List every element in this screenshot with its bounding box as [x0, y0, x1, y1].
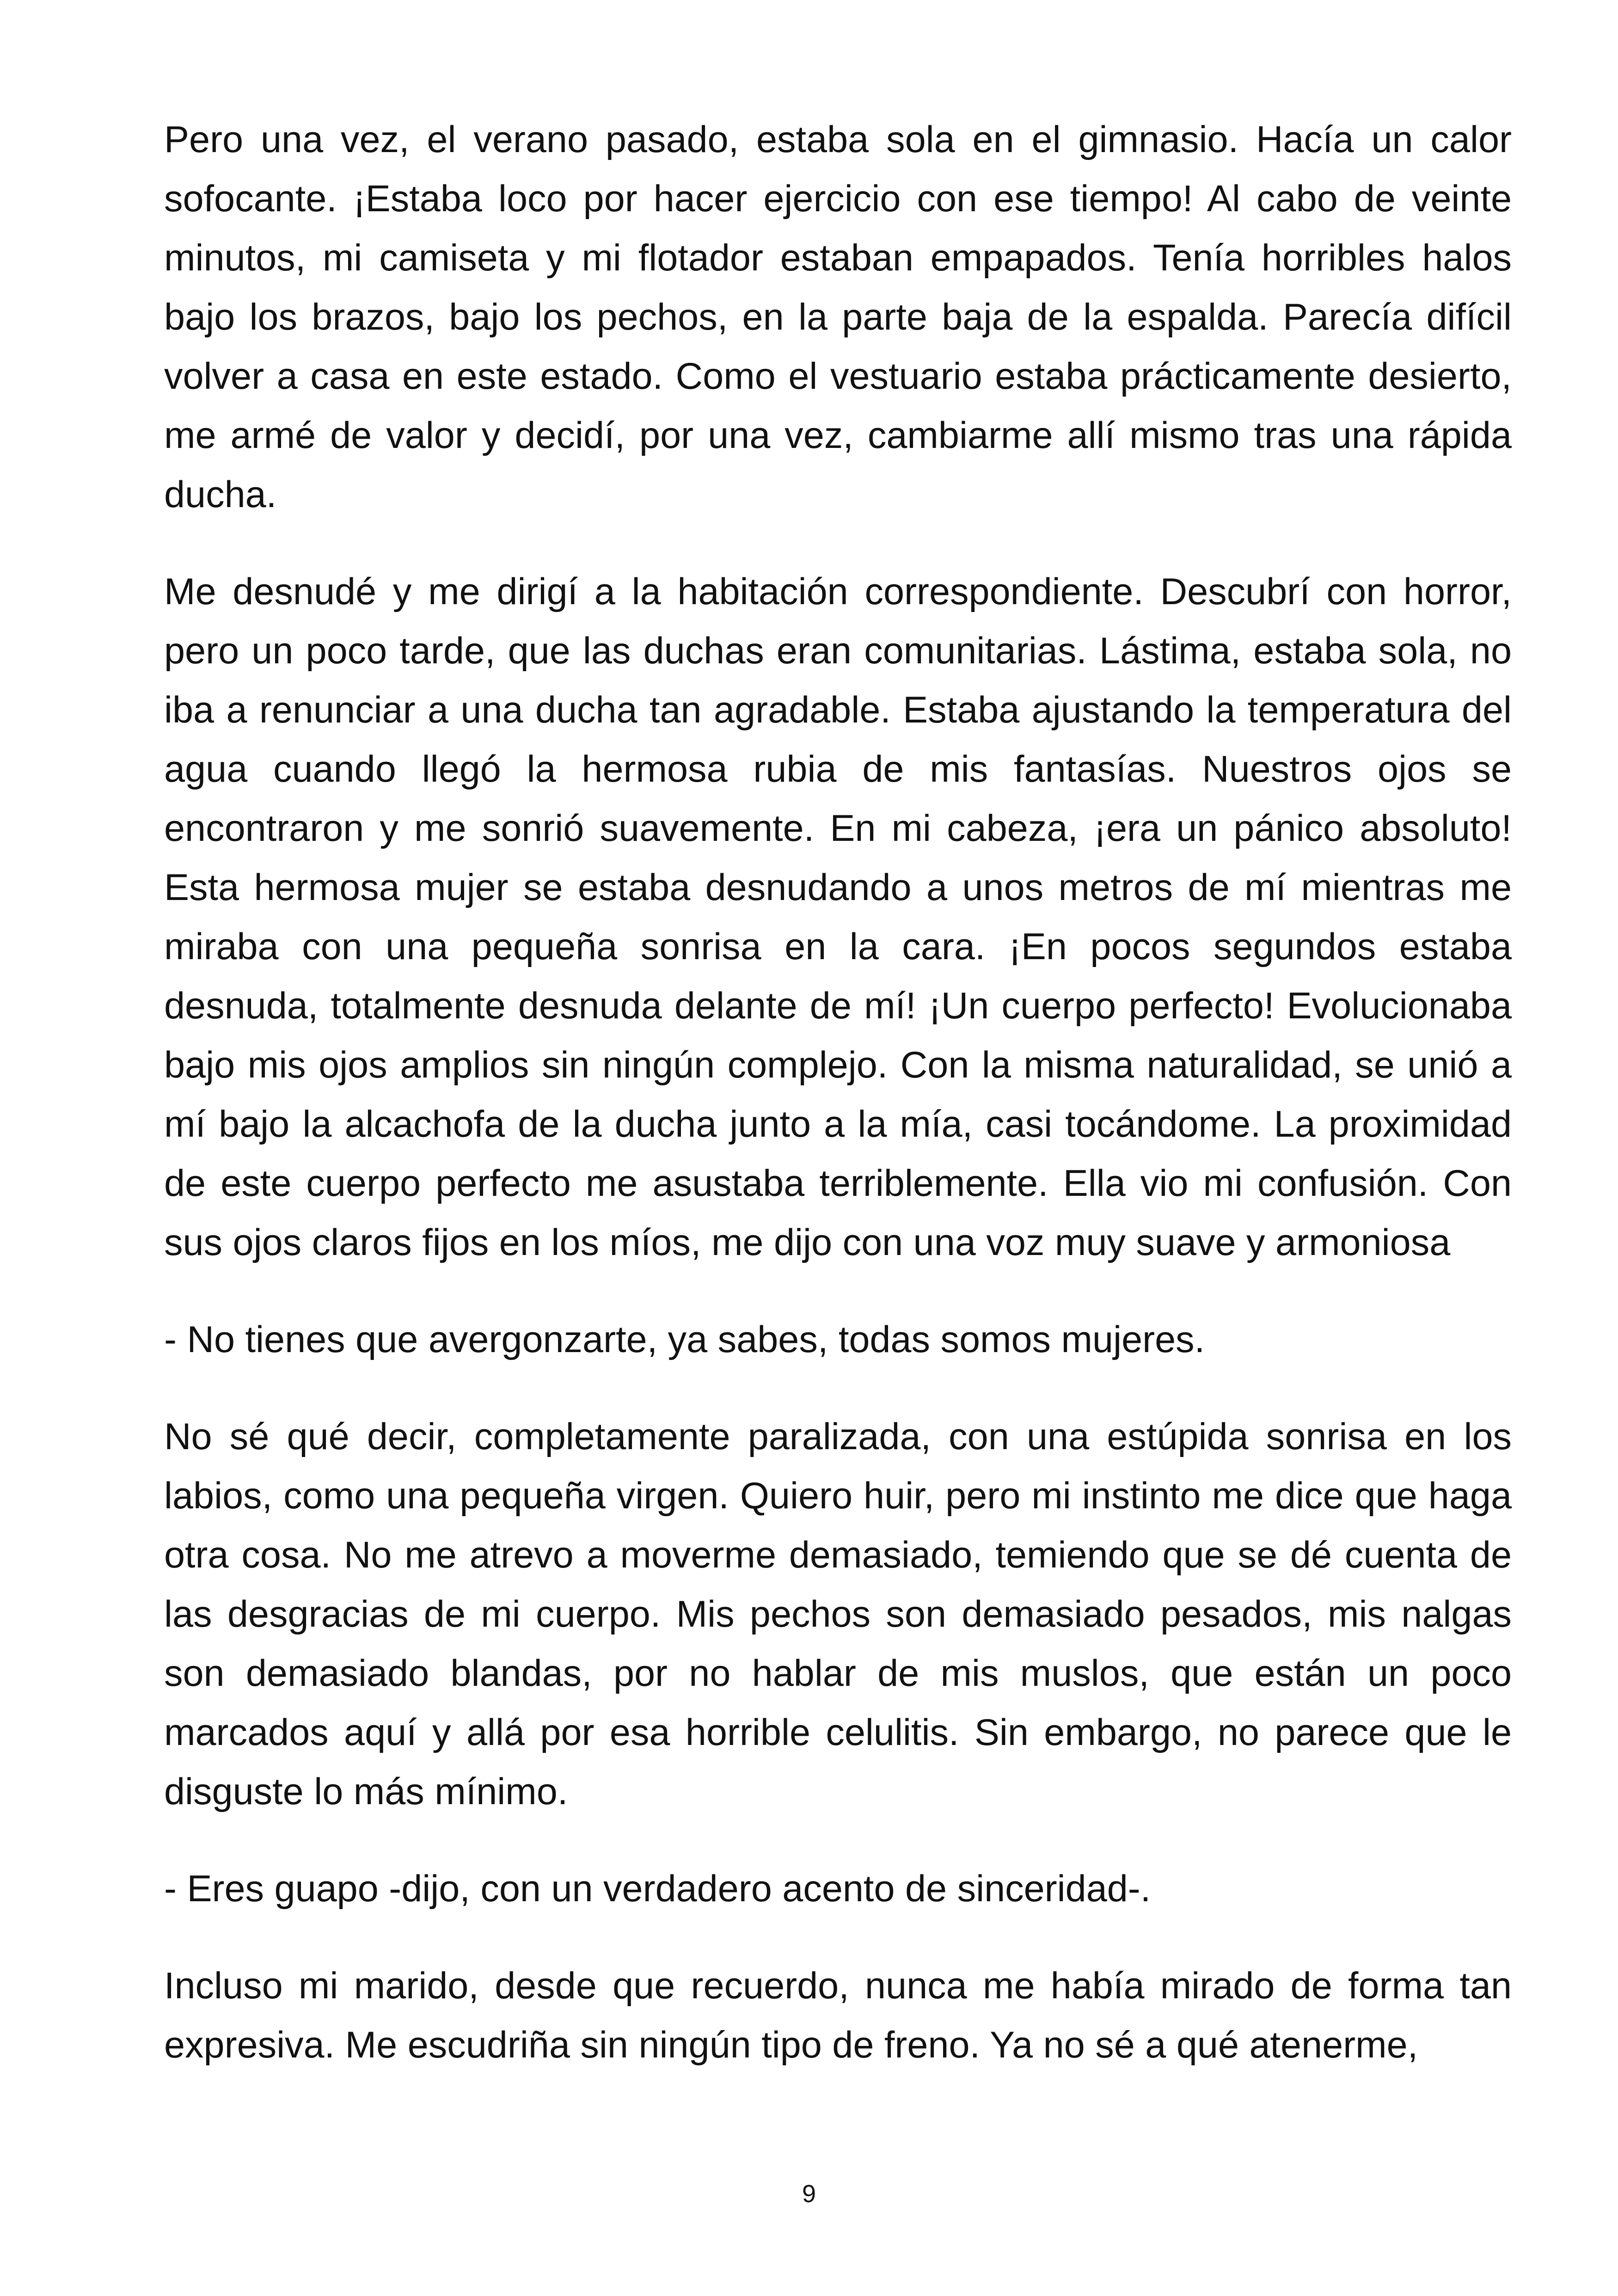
paragraph-2: Me desnudé y me dirigí a la habitación correspondiente. Descubrí con horror, pero un poco tarde, que las duchas eran comunitarias. Lástima, estaba sola, no iba a renunciar a una ducha tan agradable. Estaba ajustando la temperatura del agua cuando llegó la hermosa rubia de mis fantasías. Nuestros ojos se encontraron y me sonrió suavemente. En mi cabeza, ¡era un pánico absoluto! Esta hermosa mujer se estaba desnudando a unos metros de mí mientras me miraba con una pequeña sonrisa en la cara. ¡En pocos segundos estaba desnuda, totalmente desnuda delante de mí! ¡Un cuerpo perfecto! Evolucionaba bajo mis ojos amplios sin ningún complejo. Con la misma naturalidad, se unió a mí bajo la alcachofa de la ducha junto a la mía, casi tocándome. La proximidad de este cuerpo perfecto me asustaba terriblemente. Ella vio mi confusión. Con sus ojos claros fijos en los míos, me dijo con una voz muy suave y armoniosa	[164, 571, 1512, 1263]
page-number: 9	[802, 2180, 816, 2208]
paragraph-3-dialogue: - No tienes que avergonzarte, ya sabes, todas somos mujeres.	[164, 1319, 1205, 1360]
body-text	[164, 110, 1512, 2075]
paragraph-4: No sé qué decir, completamente paralizada, con una estúpida sonrisa en los labios, como una pequeña virgen. Quiero huir, pero mi instinto me dice que haga otra cosa. No me atrevo a moverme demasiado, temiendo que se dé cuenta de las desgracias de mi cuerpo. Mis pechos son demasiado pesados, mis nalgas son demasiado blandas, por no hablar de mis muslos, que están un poco marcados aquí y allá por esa horrible celulitis. Sin embargo, no parece que le disguste lo más mínimo.	[164, 1416, 1512, 1812]
paragraph-1: Pero una vez, el verano pasado, estaba sola en el gimnasio. Hacía un calor sofocante. ¡Estaba loco por hacer ejercicio con ese tiempo! Al cabo de veinte minutos, mi camiseta y mi flotador estaban empapados. Tenía horribles halos bajo los brazos, bajo los pechos, en la parte baja de la espalda. Parecía difícil volver a casa en este estado. Como el vestuario estaba prácticamente desierto, me armé de valor y decidí, por una vez, cambiarme allí mismo tras una rápida ducha.	[164, 119, 1512, 515]
paragraph-6: Incluso mi marido, desde que recuerdo, nunca me había mirado de forma tan expresiva. Me escudriña sin ningún tipo de freno. Ya no sé a qué atenerme,	[164, 1965, 1512, 2066]
paragraph-5-dialogue: - Eres guapo -dijo, con un verdadero acento de sinceridad-.	[164, 1868, 1151, 1910]
